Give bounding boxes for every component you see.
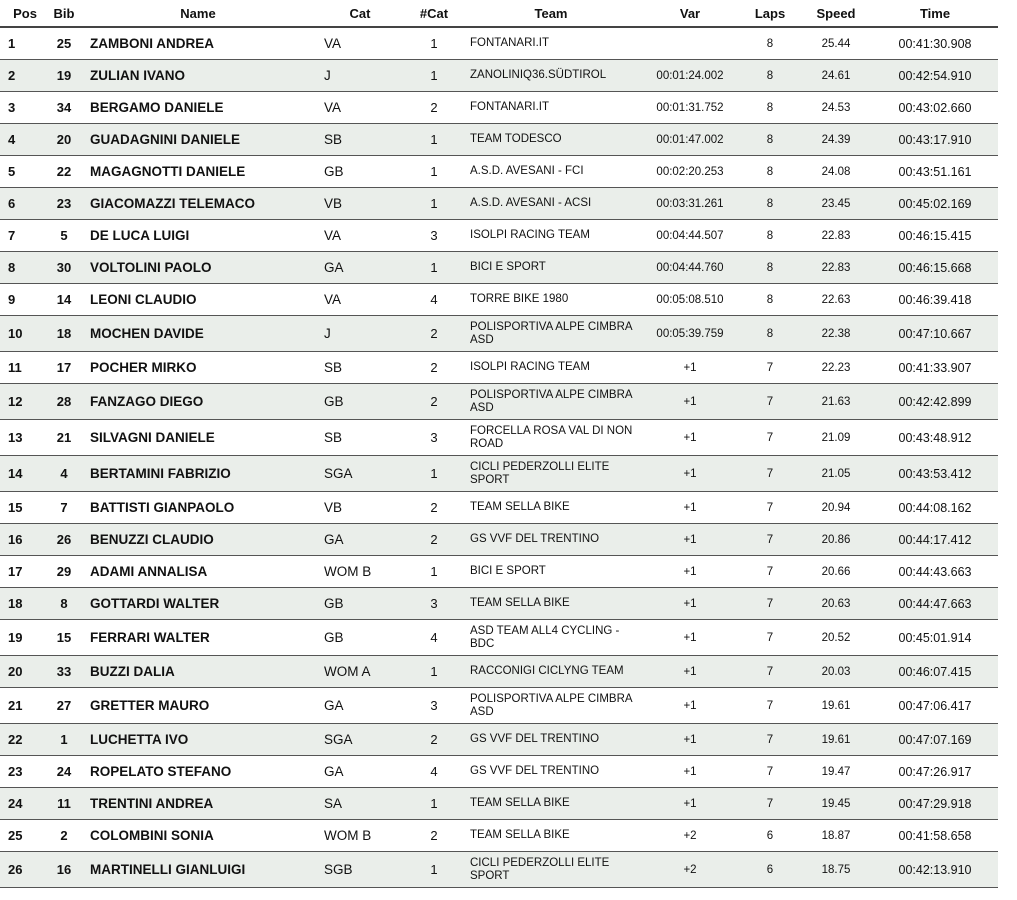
table-row: [0, 852, 998, 888]
cell-name: TRENTINI ANDREA: [82, 788, 314, 820]
cell-laps: 7: [740, 788, 800, 820]
cell-team: POLISPORTIVA ALPE CIMBRA ASD: [462, 384, 640, 420]
cell-name: ZAMBONI ANDREA: [82, 27, 314, 60]
cell-cat-rank: 1: [406, 556, 462, 588]
header-speed[interactable]: Speed: [800, 0, 872, 27]
cell-speed: 20.94: [800, 492, 872, 524]
table-row: [0, 788, 998, 820]
cell-team: POLISPORTIVA ALPE CIMBRA ASD: [462, 688, 640, 724]
cell-cat-rank: 1: [406, 656, 462, 688]
cell-time: 00:45:01.914: [872, 620, 998, 656]
cell-bib: 30: [46, 252, 82, 284]
cell-name: GIACOMAZZI TELEMACO: [82, 188, 314, 220]
cell-speed: 22.83: [800, 252, 872, 284]
cell-cat-rank: 1: [406, 788, 462, 820]
cell-cat-rank: 2: [406, 92, 462, 124]
cell-bib: 4: [46, 456, 82, 492]
cell-pos: 26: [0, 852, 46, 888]
cell-team: ZANOLINIQ36.SÜDTIROL: [462, 60, 640, 92]
cell-time: 00:44:08.162: [872, 492, 998, 524]
cell-name: BATTISTI GIANPAOLO: [82, 492, 314, 524]
cell-pos: 22: [0, 724, 46, 756]
cell-var: +1: [640, 620, 740, 656]
cell-laps: 7: [740, 724, 800, 756]
cell-cat-rank: 1: [406, 456, 462, 492]
cell-laps: 7: [740, 492, 800, 524]
cell-time: 00:41:30.908: [872, 27, 998, 60]
cell-name: FANZAGO DIEGO: [82, 384, 314, 420]
cell-cat: WOM B: [314, 820, 406, 852]
cell-team: RACCONIGI CICLYNG TEAM: [462, 656, 640, 688]
cell-cat-rank: 4: [406, 756, 462, 788]
table-row: [0, 756, 998, 788]
table-row: [0, 620, 998, 656]
cell-time: 00:43:17.910: [872, 124, 998, 156]
cell-pos: 1: [0, 27, 46, 60]
cell-laps: 8: [740, 188, 800, 220]
header-time[interactable]: Time: [872, 0, 998, 27]
cell-name: MAGAGNOTTI DANIELE: [82, 156, 314, 188]
header-cat[interactable]: Cat: [314, 0, 406, 27]
header-row: [0, 0, 998, 27]
cell-bib: 23: [46, 188, 82, 220]
cell-cat-rank: 1: [406, 60, 462, 92]
cell-team: BICI E SPORT: [462, 556, 640, 588]
cell-cat: GA: [314, 252, 406, 284]
cell-speed: 25.44: [800, 27, 872, 60]
table-row: [0, 456, 998, 492]
cell-speed: 21.63: [800, 384, 872, 420]
cell-name: COLOMBINI SONIA: [82, 820, 314, 852]
cell-cat-rank: 2: [406, 492, 462, 524]
cell-cat: GA: [314, 524, 406, 556]
cell-var: +1: [640, 352, 740, 384]
cell-bib: 2: [46, 820, 82, 852]
cell-time: 00:42:54.910: [872, 60, 998, 92]
cell-pos: 12: [0, 384, 46, 420]
cell-bib: 34: [46, 92, 82, 124]
header-ncat[interactable]: #Cat: [406, 0, 462, 27]
cell-name: VOLTOLINI PAOLO: [82, 252, 314, 284]
cell-pos: 25: [0, 820, 46, 852]
cell-laps: 7: [740, 620, 800, 656]
cell-time: 00:43:51.161: [872, 156, 998, 188]
cell-time: 00:45:02.169: [872, 188, 998, 220]
cell-laps: 6: [740, 820, 800, 852]
cell-time: 00:46:39.418: [872, 284, 998, 316]
table-row: [0, 252, 998, 284]
cell-bib: 19: [46, 60, 82, 92]
cell-cat-rank: 2: [406, 724, 462, 756]
cell-pos: 16: [0, 524, 46, 556]
cell-var: 00:04:44.507: [640, 220, 740, 252]
cell-pos: 21: [0, 688, 46, 724]
cell-name: ZULIAN IVANO: [82, 60, 314, 92]
cell-laps: 7: [740, 756, 800, 788]
cell-var: +1: [640, 384, 740, 420]
table-row: [0, 384, 998, 420]
cell-team: TEAM SELLA BIKE: [462, 588, 640, 620]
cell-laps: 7: [740, 656, 800, 688]
cell-speed: 22.83: [800, 220, 872, 252]
cell-pos: 7: [0, 220, 46, 252]
cell-cat-rank: 1: [406, 124, 462, 156]
cell-team: TORRE BIKE 1980: [462, 284, 640, 316]
cell-laps: 7: [740, 420, 800, 456]
cell-laps: 7: [740, 524, 800, 556]
cell-cat-rank: 3: [406, 220, 462, 252]
cell-bib: 11: [46, 788, 82, 820]
cell-cat: GB: [314, 156, 406, 188]
cell-cat-rank: 3: [406, 688, 462, 724]
table-row: [0, 284, 998, 316]
cell-var: +1: [640, 492, 740, 524]
cell-name: LEONI CLAUDIO: [82, 284, 314, 316]
cell-name: GRETTER MAURO: [82, 688, 314, 724]
cell-team: GS VVF DEL TRENTINO: [462, 724, 640, 756]
cell-cat: SB: [314, 124, 406, 156]
cell-laps: 7: [740, 352, 800, 384]
cell-name: ADAMI ANNALISA: [82, 556, 314, 588]
table-row: [0, 420, 998, 456]
cell-speed: 21.05: [800, 456, 872, 492]
cell-speed: 22.63: [800, 284, 872, 316]
cell-laps: 8: [740, 220, 800, 252]
cell-time: 00:44:47.663: [872, 588, 998, 620]
cell-speed: 18.75: [800, 852, 872, 888]
cell-pos: 13: [0, 420, 46, 456]
cell-cat: VA: [314, 27, 406, 60]
cell-pos: 15: [0, 492, 46, 524]
cell-cat-rank: 1: [406, 27, 462, 60]
cell-team: GS VVF DEL TRENTINO: [462, 524, 640, 556]
cell-bib: 1: [46, 724, 82, 756]
cell-cat: J: [314, 316, 406, 352]
cell-laps: 7: [740, 588, 800, 620]
cell-cat-rank: 2: [406, 384, 462, 420]
cell-name: LUCHETTA IVO: [82, 724, 314, 756]
cell-cat-rank: 3: [406, 588, 462, 620]
cell-var: +1: [640, 420, 740, 456]
cell-time: 00:41:33.907: [872, 352, 998, 384]
cell-cat: SGA: [314, 724, 406, 756]
cell-bib: 24: [46, 756, 82, 788]
cell-bib: 16: [46, 852, 82, 888]
cell-bib: 14: [46, 284, 82, 316]
cell-pos: 4: [0, 124, 46, 156]
cell-time: 00:41:58.658: [872, 820, 998, 852]
cell-var: 00:05:39.759: [640, 316, 740, 352]
cell-speed: 20.66: [800, 556, 872, 588]
table-row: [0, 60, 998, 92]
cell-cat: SA: [314, 788, 406, 820]
table-row: [0, 556, 998, 588]
cell-speed: 20.52: [800, 620, 872, 656]
cell-bib: 20: [46, 124, 82, 156]
cell-pos: 9: [0, 284, 46, 316]
cell-name: BENUZZI CLAUDIO: [82, 524, 314, 556]
cell-team: FONTANARI.IT: [462, 92, 640, 124]
cell-team: TEAM SELLA BIKE: [462, 492, 640, 524]
cell-team: TEAM SELLA BIKE: [462, 788, 640, 820]
cell-speed: 19.61: [800, 688, 872, 724]
cell-bib: 8: [46, 588, 82, 620]
cell-laps: 6: [740, 852, 800, 888]
cell-cat: VA: [314, 220, 406, 252]
cell-bib: 26: [46, 524, 82, 556]
cell-bib: 18: [46, 316, 82, 352]
cell-time: 00:43:02.660: [872, 92, 998, 124]
cell-name: ROPELATO STEFANO: [82, 756, 314, 788]
cell-cat: WOM B: [314, 556, 406, 588]
cell-time: 00:47:06.417: [872, 688, 998, 724]
cell-speed: 23.45: [800, 188, 872, 220]
cell-var: +1: [640, 724, 740, 756]
cell-time: 00:47:29.918: [872, 788, 998, 820]
cell-var: 00:02:20.253: [640, 156, 740, 188]
cell-time: 00:44:17.412: [872, 524, 998, 556]
cell-time: 00:46:15.415: [872, 220, 998, 252]
cell-time: 00:46:15.668: [872, 252, 998, 284]
cell-bib: 22: [46, 156, 82, 188]
cell-cat: VA: [314, 284, 406, 316]
cell-var: +1: [640, 556, 740, 588]
cell-name: FERRARI WALTER: [82, 620, 314, 656]
cell-cat-rank: 4: [406, 284, 462, 316]
cell-cat: GA: [314, 756, 406, 788]
table-row: [0, 156, 998, 188]
cell-speed: 19.61: [800, 724, 872, 756]
cell-cat: WOM A: [314, 656, 406, 688]
cell-speed: 19.45: [800, 788, 872, 820]
cell-pos: 11: [0, 352, 46, 384]
cell-bib: 28: [46, 384, 82, 420]
cell-name: MARTINELLI GIANLUIGI: [82, 852, 314, 888]
cell-time: 00:47:26.917: [872, 756, 998, 788]
cell-var: +2: [640, 820, 740, 852]
cell-team: TEAM SELLA BIKE: [462, 820, 640, 852]
cell-bib: 33: [46, 656, 82, 688]
cell-cat: GA: [314, 688, 406, 724]
cell-cat-rank: 1: [406, 156, 462, 188]
cell-cat-rank: 2: [406, 524, 462, 556]
cell-var: 00:04:44.760: [640, 252, 740, 284]
cell-name: BERGAMO DANIELE: [82, 92, 314, 124]
cell-var: +1: [640, 756, 740, 788]
cell-bib: 25: [46, 27, 82, 60]
cell-speed: 20.86: [800, 524, 872, 556]
cell-laps: 8: [740, 27, 800, 60]
cell-laps: 7: [740, 688, 800, 724]
cell-team: FONTANARI.IT: [462, 27, 640, 60]
cell-var: 00:01:47.002: [640, 124, 740, 156]
header-team[interactable]: Team: [462, 0, 640, 27]
cell-var: +1: [640, 656, 740, 688]
cell-team: BICI E SPORT: [462, 252, 640, 284]
cell-time: 00:42:13.910: [872, 852, 998, 888]
cell-cat-rank: 2: [406, 820, 462, 852]
cell-cat-rank: 1: [406, 252, 462, 284]
cell-name: GUADAGNINI DANIELE: [82, 124, 314, 156]
cell-team: GS VVF DEL TRENTINO: [462, 756, 640, 788]
cell-var: +1: [640, 588, 740, 620]
cell-cat: VA: [314, 92, 406, 124]
cell-laps: 8: [740, 156, 800, 188]
cell-name: POCHER MIRKO: [82, 352, 314, 384]
cell-cat-rank: 3: [406, 420, 462, 456]
cell-team: FORCELLA ROSA VAL DI NON ROAD: [462, 420, 640, 456]
cell-var: [640, 27, 740, 60]
cell-pos: 6: [0, 188, 46, 220]
table-row: [0, 352, 998, 384]
header-laps[interactable]: Laps: [740, 0, 800, 27]
cell-cat: GB: [314, 620, 406, 656]
cell-bib: 5: [46, 220, 82, 252]
cell-pos: 23: [0, 756, 46, 788]
table-row: [0, 688, 998, 724]
cell-cat-rank: 2: [406, 352, 462, 384]
cell-bib: 7: [46, 492, 82, 524]
cell-speed: 21.09: [800, 420, 872, 456]
cell-team: TEAM TODESCO: [462, 124, 640, 156]
cell-var: 00:01:31.752: [640, 92, 740, 124]
cell-pos: 2: [0, 60, 46, 92]
cell-speed: 18.87: [800, 820, 872, 852]
cell-speed: 19.47: [800, 756, 872, 788]
cell-pos: 14: [0, 456, 46, 492]
cell-team: ASD TEAM ALL4 CYCLING - BDC: [462, 620, 640, 656]
table-row: [0, 492, 998, 524]
cell-cat-rank: 4: [406, 620, 462, 656]
cell-cat: VB: [314, 188, 406, 220]
cell-pos: 10: [0, 316, 46, 352]
table-row: [0, 124, 998, 156]
cell-cat-rank: 2: [406, 316, 462, 352]
cell-cat: SGA: [314, 456, 406, 492]
cell-name: SILVAGNI DANIELE: [82, 420, 314, 456]
header-name[interactable]: Name: [82, 0, 314, 27]
cell-laps: 7: [740, 556, 800, 588]
cell-speed: 20.03: [800, 656, 872, 688]
cell-cat-rank: 1: [406, 188, 462, 220]
cell-var: +1: [640, 524, 740, 556]
cell-pos: 24: [0, 788, 46, 820]
cell-cat: SB: [314, 420, 406, 456]
cell-pos: 3: [0, 92, 46, 124]
header-var[interactable]: Var: [640, 0, 740, 27]
cell-var: +2: [640, 852, 740, 888]
cell-team: POLISPORTIVA ALPE CIMBRA ASD: [462, 316, 640, 352]
table-row: [0, 188, 998, 220]
table-row: [0, 524, 998, 556]
cell-bib: 27: [46, 688, 82, 724]
cell-name: BERTAMINI FABRIZIO: [82, 456, 314, 492]
cell-bib: 21: [46, 420, 82, 456]
cell-team: ISOLPI RACING TEAM: [462, 352, 640, 384]
cell-laps: 8: [740, 252, 800, 284]
cell-team: A.S.D. AVESANI - FCI: [462, 156, 640, 188]
cell-time: 00:47:10.667: [872, 316, 998, 352]
cell-laps: 8: [740, 284, 800, 316]
cell-var: +1: [640, 456, 740, 492]
cell-name: DE LUCA LUIGI: [82, 220, 314, 252]
cell-speed: 24.61: [800, 60, 872, 92]
cell-laps: 8: [740, 60, 800, 92]
results-body: [0, 27, 998, 888]
cell-laps: 8: [740, 92, 800, 124]
cell-bib: 15: [46, 620, 82, 656]
cell-team: ISOLPI RACING TEAM: [462, 220, 640, 252]
table-row: [0, 316, 998, 352]
table-row: [0, 724, 998, 756]
cell-pos: 19: [0, 620, 46, 656]
table-row: [0, 92, 998, 124]
cell-time: 00:44:43.663: [872, 556, 998, 588]
cell-time: 00:43:53.412: [872, 456, 998, 492]
cell-speed: 24.39: [800, 124, 872, 156]
cell-pos: 18: [0, 588, 46, 620]
cell-bib: 29: [46, 556, 82, 588]
cell-var: +1: [640, 688, 740, 724]
cell-cat: VB: [314, 492, 406, 524]
cell-team: CICLI PEDERZOLLI ELITE SPORT: [462, 852, 640, 888]
cell-laps: 8: [740, 124, 800, 156]
table-row: [0, 220, 998, 252]
cell-laps: 8: [740, 316, 800, 352]
cell-bib: 17: [46, 352, 82, 384]
cell-team: A.S.D. AVESANI - ACSI: [462, 188, 640, 220]
table-row: [0, 588, 998, 620]
cell-laps: 7: [740, 384, 800, 420]
cell-pos: 5: [0, 156, 46, 188]
table-row: [0, 656, 998, 688]
cell-pos: 20: [0, 656, 46, 688]
cell-name: MOCHEN DAVIDE: [82, 316, 314, 352]
cell-speed: 24.08: [800, 156, 872, 188]
cell-var: 00:01:24.002: [640, 60, 740, 92]
cell-var: 00:05:08.510: [640, 284, 740, 316]
cell-cat: J: [314, 60, 406, 92]
cell-cat: GB: [314, 588, 406, 620]
cell-time: 00:47:07.169: [872, 724, 998, 756]
cell-speed: 24.53: [800, 92, 872, 124]
cell-cat: SB: [314, 352, 406, 384]
cell-name: BUZZI DALIA: [82, 656, 314, 688]
cell-var: +1: [640, 788, 740, 820]
cell-time: 00:46:07.415: [872, 656, 998, 688]
cell-name: GOTTARDI WALTER: [82, 588, 314, 620]
cell-cat: SGB: [314, 852, 406, 888]
cell-time: 00:42:42.899: [872, 384, 998, 420]
cell-var: 00:03:31.261: [640, 188, 740, 220]
table-row: [0, 820, 998, 852]
cell-time: 00:43:48.912: [872, 420, 998, 456]
cell-cat: GB: [314, 384, 406, 420]
cell-speed: 22.38: [800, 316, 872, 352]
cell-pos: 17: [0, 556, 46, 588]
cell-cat-rank: 1: [406, 852, 462, 888]
table-row: [0, 27, 998, 60]
cell-pos: 8: [0, 252, 46, 284]
header-pos[interactable]: Pos: [0, 0, 46, 27]
header-bib[interactable]: Bib: [46, 0, 82, 27]
cell-speed: 20.63: [800, 588, 872, 620]
cell-speed: 22.23: [800, 352, 872, 384]
cell-laps: 7: [740, 456, 800, 492]
cell-team: CICLI PEDERZOLLI ELITE SPORT: [462, 456, 640, 492]
